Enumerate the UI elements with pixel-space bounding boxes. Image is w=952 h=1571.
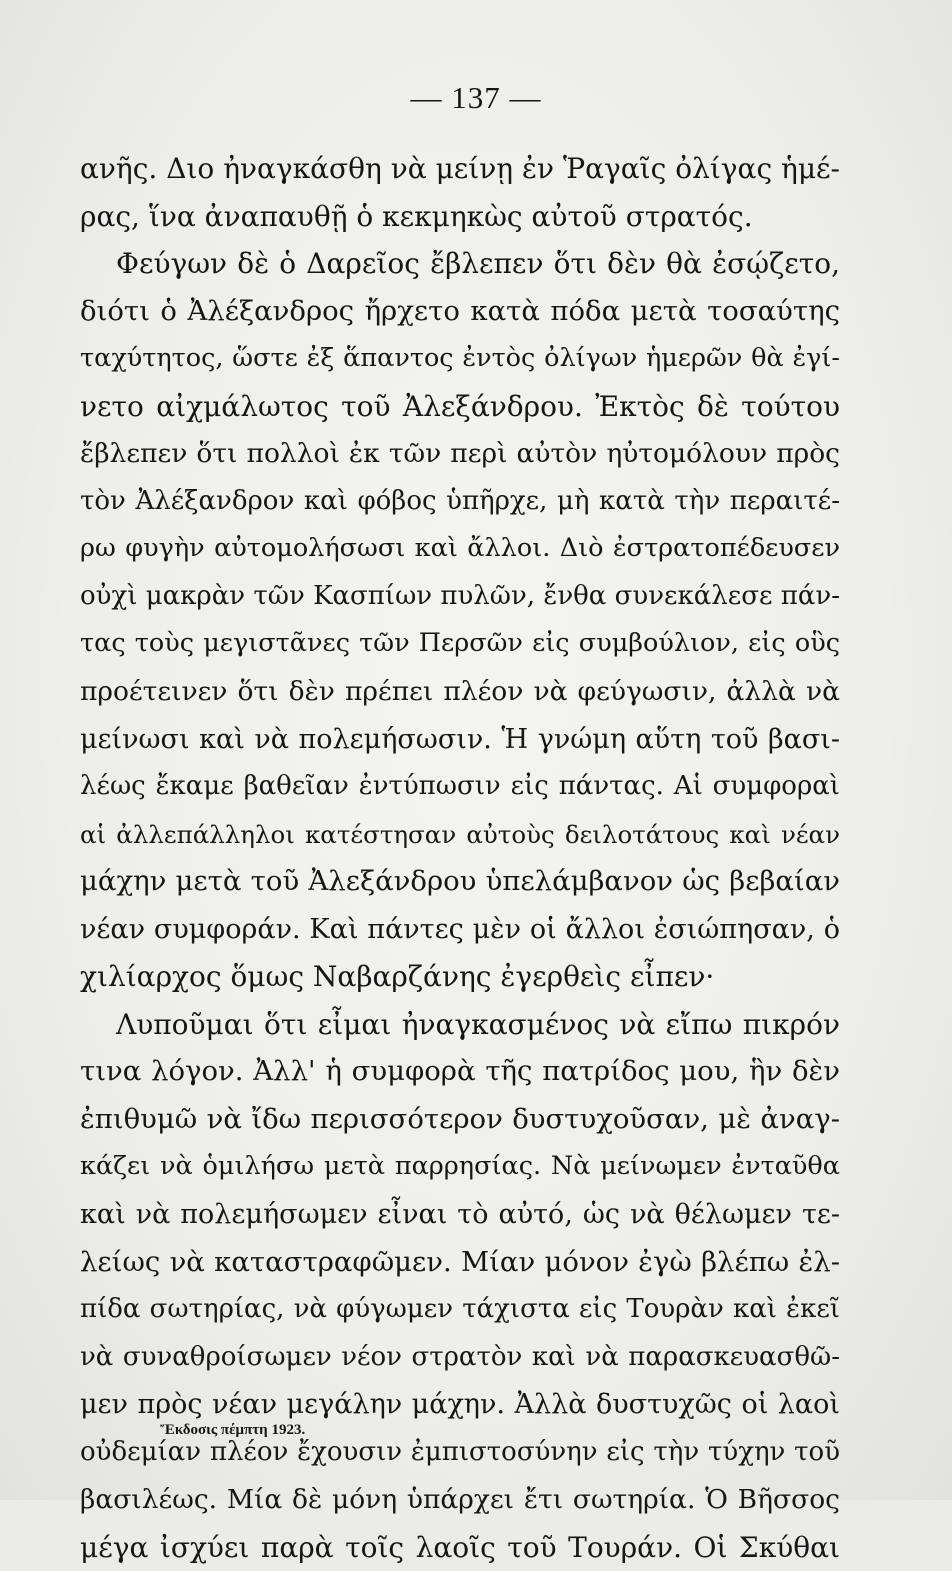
text-line: λείως νὰ καταστραφῶμεν. Μίαν μόνον ἐγὼ βλέπω ἐλ- — [80, 1245, 840, 1278]
text-line: ἔβλεπεν ὅτι πολλοὶ ἐκ τῶν περὶ αὐτὸν ηὐτομόλουν πρὸς — [80, 438, 840, 470]
text-line: χιλίαρχος ὅμως Ναβαρζάνης ἐγερθεὶς εἶπεν· — [80, 960, 715, 994]
page-number: — 137 — — [410, 80, 542, 115]
text-line: μεν πρὸς νέαν μεγάλην μάχην. Ἀλλὰ δυστυχῶς οἱ λαοὶ — [80, 1389, 840, 1421]
text-line: τινα λόγον. Ἀλλ' ἡ συμφορὰ τῆς πατρίδος μου, ἣν δὲν — [80, 1055, 840, 1088]
text-line: καὶ νὰ πολεμήσωμεν εἶναι τὸ αὐτό, ὡς νὰ θέλωμεν τε- — [80, 1199, 840, 1231]
text-line: ανῆς. Διο ἠναγκάσθη νὰ μείνῃ ἐν Ῥαγαῖς ὀλίγας ἡμέ- — [80, 152, 840, 185]
text-line: κάζει νὰ ὁμιλήσω μετὰ παρρησίας. Νὰ μείνωμεν ἐνταῦθα — [80, 1151, 840, 1182]
body-text — [80, 145, 840, 1571]
text-line: οὐχὶ μακρὰν τῶν Κασπίων πυλῶν, ἔνθα συνεκάλεσε πάν- — [80, 580, 840, 611]
text-line: μέγα ἰσχύει παρὰ τοῖς λαοῖς τοῦ Τουράν. Οἱ Σκύθαι — [80, 1530, 840, 1564]
text-line: τας τοὺς μεγιστᾶνες τῶν Περσῶν εἰς συμβούλιον, εἰς οὓς — [80, 628, 840, 659]
text-line: μείνωσι καὶ νὰ πολεμήσωσιν. Ἡ γνώμη αὕτη τοῦ βασι- — [80, 723, 840, 755]
text-line: Φεύγων δὲ ὁ Δαρεῖος ἔβλεπεν ὅτι δὲν θὰ ἐσῴζετο, — [116, 247, 840, 281]
text-line: οὐδεμίαν πλέον ἔχουσιν ἐμπιστοσύνην εἰς τὴν τύχην τοῦ — [80, 1436, 840, 1467]
text-line: τὸν Ἀλέξανδρον καὶ φόβος ὑπῆρχε, μὴ κατὰ τὴν περαιτέ- — [80, 485, 840, 516]
text-line: προέτεινεν ὅτι δὲν πρέπει πλέον νὰ φεύγωσιν, ἀλλὰ νὰ — [80, 676, 840, 708]
text-line: αἱ ἀλλεπάλληλοι κατέστησαν αὐτοὺς δειλοτάτους καὶ νέαν — [80, 819, 840, 849]
text-line: μάχην μετὰ τοῦ Ἀλεξάνδρου ὑπελάμβανον ὡς βεβαίαν — [80, 865, 840, 898]
text-line: νετο αἰχμάλωτος τοῦ Ἀλεξάνδρου. Ἐκτὸς δὲ τούτου — [80, 389, 840, 423]
text-line: ταχύτητος, ὥστε ἐξ ἅπαντος ἐντὸς ὀλίγων ἡμερῶν θὰ ἐγί- — [80, 343, 840, 374]
text-line: βασιλέως. Μία δὲ μόνη ὑπάρχει ἔτι σωτηρία. Ὁ Βῆσσος — [80, 1484, 840, 1516]
text-line: Λυποῦμαι ὅτι εἶμαι ἠναγκασμένος νὰ εἴπω πικρόν — [116, 1007, 840, 1041]
text-line: ρω φυγὴν αὐτομολήσωσι καὶ ἄλλοι. Διὸ ἐστρατοπέδευσεν — [80, 533, 840, 564]
text-line: πίδα σωτηρίας, νὰ φύγωμεν τάχιστα εἰς Τουρὰν καὶ ἐκεῖ — [80, 1294, 840, 1325]
text-line: ρας, ἵνα ἀναπαυθῇ ὁ κεκμηκὼς αὐτοῦ στρατός. — [80, 199, 753, 233]
text-line: νὰ συναθροίσωμεν νέον στρατὸν καὶ νὰ παρασκευασθῶ- — [80, 1341, 840, 1372]
edition-footnote: Ἔκδοσις πέμπτη 1923. — [160, 1422, 306, 1438]
text-line: ἐπιθυμῶ νὰ ἴδω περισσότερον δυστυχοῦσαν, μὲ ἀναγ- — [80, 1102, 840, 1135]
text-line: νέαν συμφοράν. Καὶ πάντες μὲν οἱ ἄλλοι ἐσιώπησαν, ὁ — [80, 913, 840, 945]
text-line: διότι ὁ Ἀλέξανδρος ἤρχετο κατὰ πόδα μετὰ τοσαύτης — [80, 294, 840, 327]
text-line: λέως ἔκαμε βαθεῖαν ἐντύπωσιν εἰς πάντας. Αἱ συμφοραὶ — [80, 771, 840, 802]
